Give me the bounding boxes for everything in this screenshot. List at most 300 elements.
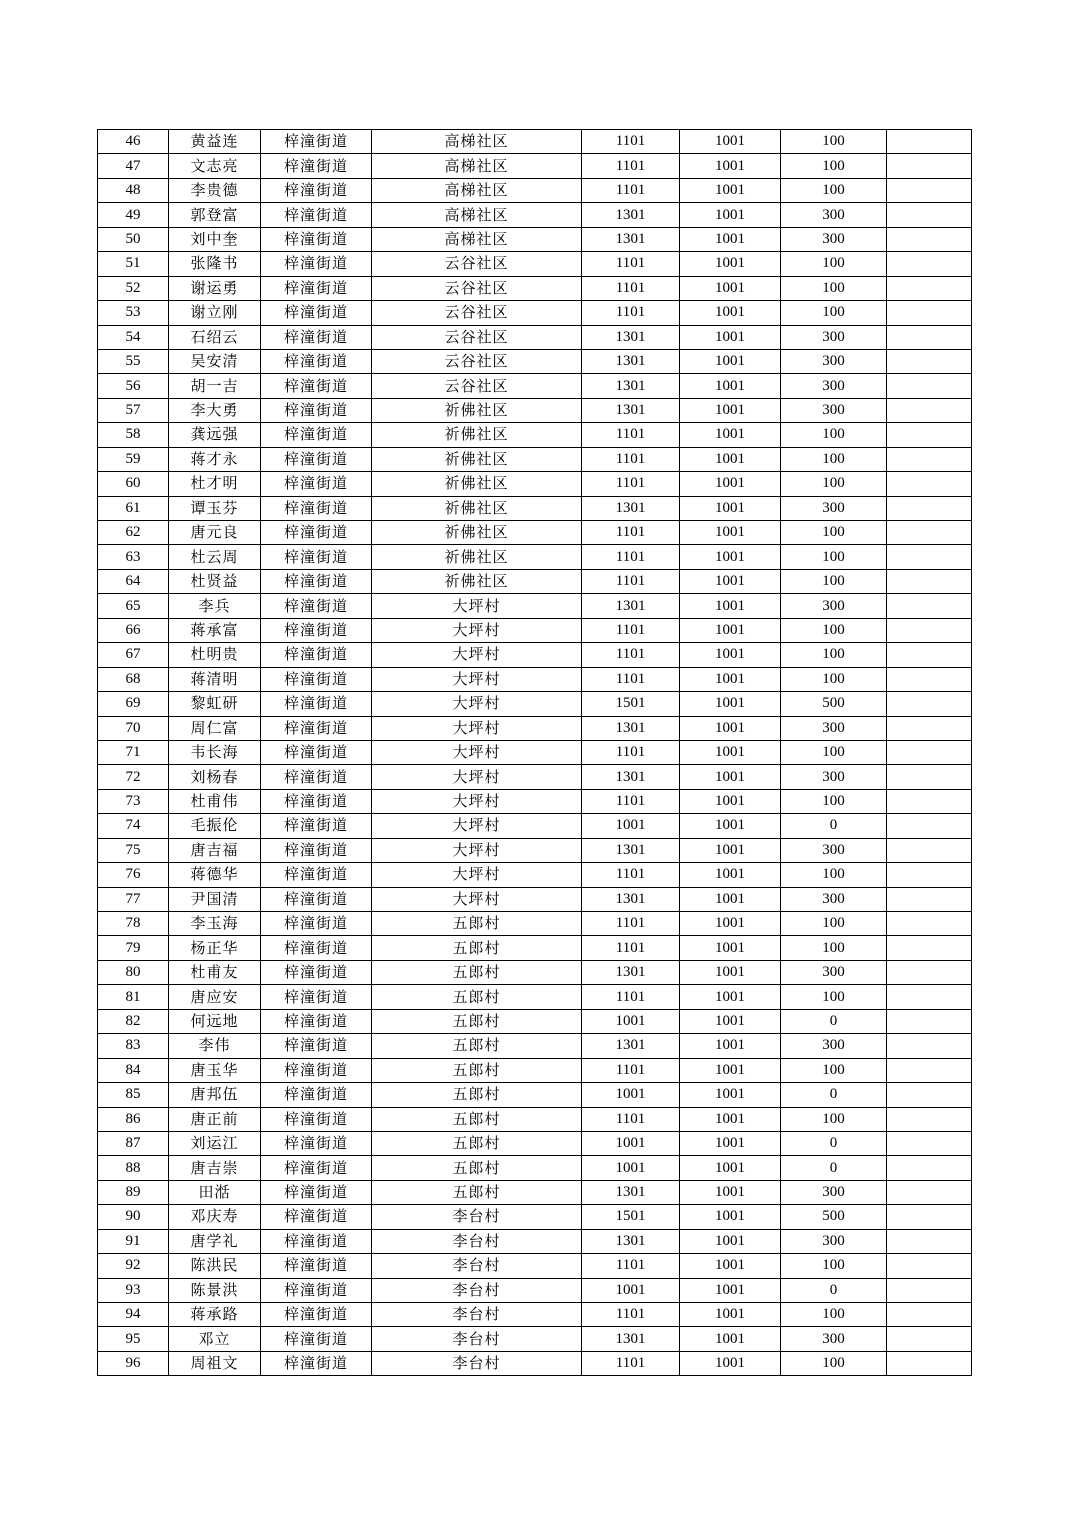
- amount-cell: 300: [781, 838, 887, 862]
- community-name-cell: 高梯社区: [372, 154, 582, 178]
- note-cell: [887, 203, 972, 227]
- code-secondary-cell: 1001: [680, 1180, 781, 1204]
- code-primary-cell: 1501: [582, 692, 680, 716]
- amount-cell: 100: [781, 545, 887, 569]
- community-name-cell: 云谷社区: [372, 301, 582, 325]
- row-number-cell: 75: [98, 838, 169, 862]
- amount-cell: 300: [781, 374, 887, 398]
- note-cell: [887, 178, 972, 202]
- code-secondary-cell: 1001: [680, 814, 781, 838]
- code-secondary-cell: 1001: [680, 276, 781, 300]
- person-name-cell: 刘中奎: [169, 227, 261, 251]
- code-primary-cell: 1101: [582, 1254, 680, 1278]
- note-cell: [887, 1107, 972, 1131]
- code-primary-cell: 1101: [582, 569, 680, 593]
- person-name-cell: 陈洪民: [169, 1254, 261, 1278]
- row-number-cell: 86: [98, 1107, 169, 1131]
- street-name-cell: 梓潼街道: [261, 1156, 372, 1180]
- note-cell: [887, 765, 972, 789]
- community-name-cell: 李台村: [372, 1303, 582, 1327]
- street-name-cell: 梓潼街道: [261, 1303, 372, 1327]
- community-name-cell: 李台村: [372, 1278, 582, 1302]
- person-name-cell: 谭玉芬: [169, 496, 261, 520]
- table-row: [98, 985, 972, 1009]
- code-secondary-cell: 1001: [680, 423, 781, 447]
- row-number-cell: 61: [98, 496, 169, 520]
- street-name-cell: 梓潼街道: [261, 740, 372, 764]
- code-secondary-cell: 1001: [680, 960, 781, 984]
- community-name-cell: 高梯社区: [372, 227, 582, 251]
- street-name-cell: 梓潼街道: [261, 863, 372, 887]
- amount-cell: 100: [781, 301, 887, 325]
- community-name-cell: 五郎村: [372, 985, 582, 1009]
- row-number-cell: 59: [98, 447, 169, 471]
- code-secondary-cell: 1001: [680, 912, 781, 936]
- amount-cell: 100: [781, 936, 887, 960]
- person-name-cell: 唐元良: [169, 521, 261, 545]
- table-row: [98, 521, 972, 545]
- table-row: [98, 447, 972, 471]
- person-name-cell: 尹国清: [169, 887, 261, 911]
- person-name-cell: 周仁富: [169, 716, 261, 740]
- street-name-cell: 梓潼街道: [261, 936, 372, 960]
- community-name-cell: 大坪村: [372, 863, 582, 887]
- table-row: [98, 374, 972, 398]
- code-primary-cell: 1101: [582, 130, 680, 154]
- code-secondary-cell: 1001: [680, 887, 781, 911]
- row-number-cell: 49: [98, 203, 169, 227]
- community-name-cell: 祈佛社区: [372, 569, 582, 593]
- amount-cell: 100: [781, 618, 887, 642]
- table-row: [98, 154, 972, 178]
- note-cell: [887, 472, 972, 496]
- row-number-cell: 54: [98, 325, 169, 349]
- code-secondary-cell: 1001: [680, 569, 781, 593]
- community-name-cell: 大坪村: [372, 692, 582, 716]
- note-cell: [887, 1058, 972, 1082]
- code-secondary-cell: 1001: [680, 1254, 781, 1278]
- code-primary-cell: 1301: [582, 1180, 680, 1204]
- row-number-cell: 96: [98, 1351, 169, 1375]
- code-primary-cell: 1301: [582, 325, 680, 349]
- amount-cell: 100: [781, 912, 887, 936]
- code-primary-cell: 1301: [582, 1229, 680, 1253]
- amount-cell: 300: [781, 765, 887, 789]
- code-primary-cell: 1301: [582, 349, 680, 373]
- code-secondary-cell: 1001: [680, 301, 781, 325]
- table-row: [98, 1058, 972, 1082]
- street-name-cell: 梓潼街道: [261, 1009, 372, 1033]
- person-name-cell: 石绍云: [169, 325, 261, 349]
- row-number-cell: 93: [98, 1278, 169, 1302]
- person-name-cell: 杜甫友: [169, 960, 261, 984]
- row-number-cell: 50: [98, 227, 169, 251]
- person-name-cell: 韦长海: [169, 740, 261, 764]
- code-secondary-cell: 1001: [680, 1205, 781, 1229]
- table-row: [98, 276, 972, 300]
- amount-cell: 100: [781, 1058, 887, 1082]
- note-cell: [887, 301, 972, 325]
- code-primary-cell: 1501: [582, 1205, 680, 1229]
- code-secondary-cell: 1001: [680, 643, 781, 667]
- person-name-cell: 杜明贵: [169, 643, 261, 667]
- amount-cell: 100: [781, 789, 887, 813]
- street-name-cell: 梓潼街道: [261, 154, 372, 178]
- code-secondary-cell: 1001: [680, 521, 781, 545]
- street-name-cell: 梓潼街道: [261, 325, 372, 349]
- table-row: [98, 692, 972, 716]
- street-name-cell: 梓潼街道: [261, 301, 372, 325]
- community-name-cell: 高梯社区: [372, 203, 582, 227]
- person-name-cell: 吴安清: [169, 349, 261, 373]
- note-cell: [887, 1180, 972, 1204]
- table-row: [98, 838, 972, 862]
- code-primary-cell: 1301: [582, 594, 680, 618]
- note-cell: [887, 1205, 972, 1229]
- table-row: [98, 545, 972, 569]
- code-secondary-cell: 1001: [680, 130, 781, 154]
- amount-cell: 100: [781, 154, 887, 178]
- community-name-cell: 大坪村: [372, 716, 582, 740]
- person-name-cell: 谢立刚: [169, 301, 261, 325]
- person-name-cell: 李伟: [169, 1034, 261, 1058]
- code-secondary-cell: 1001: [680, 1303, 781, 1327]
- community-name-cell: 大坪村: [372, 740, 582, 764]
- amount-cell: 100: [781, 521, 887, 545]
- street-name-cell: 梓潼街道: [261, 130, 372, 154]
- amount-cell: 100: [781, 985, 887, 1009]
- street-name-cell: 梓潼街道: [261, 960, 372, 984]
- street-name-cell: 梓潼街道: [261, 496, 372, 520]
- amount-cell: 300: [781, 1180, 887, 1204]
- street-name-cell: 梓潼街道: [261, 643, 372, 667]
- note-cell: [887, 276, 972, 300]
- code-primary-cell: 1301: [582, 838, 680, 862]
- row-number-cell: 60: [98, 472, 169, 496]
- amount-cell: 300: [781, 349, 887, 373]
- community-name-cell: 大坪村: [372, 667, 582, 691]
- community-name-cell: 云谷社区: [372, 325, 582, 349]
- row-number-cell: 79: [98, 936, 169, 960]
- person-name-cell: 唐吉福: [169, 838, 261, 862]
- person-name-cell: 唐应安: [169, 985, 261, 1009]
- amount-cell: 0: [781, 1156, 887, 1180]
- table-row: [98, 496, 972, 520]
- street-name-cell: 梓潼街道: [261, 1107, 372, 1131]
- note-cell: [887, 252, 972, 276]
- table-row: [98, 716, 972, 740]
- amount-cell: 0: [781, 1131, 887, 1155]
- amount-cell: 300: [781, 960, 887, 984]
- row-number-cell: 95: [98, 1327, 169, 1351]
- street-name-cell: 梓潼街道: [261, 423, 372, 447]
- person-name-cell: 胡一吉: [169, 374, 261, 398]
- community-name-cell: 五郎村: [372, 1083, 582, 1107]
- code-primary-cell: 1101: [582, 643, 680, 667]
- code-primary-cell: 1301: [582, 398, 680, 422]
- community-name-cell: 云谷社区: [372, 374, 582, 398]
- data-table: [97, 129, 972, 1376]
- person-name-cell: 何远地: [169, 1009, 261, 1033]
- street-name-cell: 梓潼街道: [261, 398, 372, 422]
- community-name-cell: 五郎村: [372, 1009, 582, 1033]
- table-row: [98, 863, 972, 887]
- row-number-cell: 46: [98, 130, 169, 154]
- table-row: [98, 1254, 972, 1278]
- community-name-cell: 五郎村: [372, 1034, 582, 1058]
- table-row: [98, 765, 972, 789]
- community-name-cell: 祈佛社区: [372, 545, 582, 569]
- code-secondary-cell: 1001: [680, 936, 781, 960]
- note-cell: [887, 985, 972, 1009]
- community-name-cell: 李台村: [372, 1327, 582, 1351]
- person-name-cell: 蒋清明: [169, 667, 261, 691]
- note-cell: [887, 130, 972, 154]
- person-name-cell: 邓立: [169, 1327, 261, 1351]
- street-name-cell: 梓潼街道: [261, 1327, 372, 1351]
- amount-cell: 500: [781, 692, 887, 716]
- table-row: [98, 1131, 972, 1155]
- community-name-cell: 李台村: [372, 1351, 582, 1375]
- community-name-cell: 五郎村: [372, 1058, 582, 1082]
- note-cell: [887, 447, 972, 471]
- row-number-cell: 64: [98, 569, 169, 593]
- community-name-cell: 祈佛社区: [372, 472, 582, 496]
- community-name-cell: 五郎村: [372, 1131, 582, 1155]
- code-primary-cell: 1101: [582, 912, 680, 936]
- street-name-cell: 梓潼街道: [261, 1229, 372, 1253]
- row-number-cell: 56: [98, 374, 169, 398]
- table-row: [98, 1205, 972, 1229]
- street-name-cell: 梓潼街道: [261, 1034, 372, 1058]
- person-name-cell: 黄益连: [169, 130, 261, 154]
- table-row: [98, 936, 972, 960]
- table-row: [98, 960, 972, 984]
- row-number-cell: 76: [98, 863, 169, 887]
- person-name-cell: 蒋德华: [169, 863, 261, 887]
- amount-cell: 300: [781, 1034, 887, 1058]
- note-cell: [887, 1278, 972, 1302]
- table-row: [98, 252, 972, 276]
- row-number-cell: 85: [98, 1083, 169, 1107]
- table-row: [98, 789, 972, 813]
- street-name-cell: 梓潼街道: [261, 349, 372, 373]
- street-name-cell: 梓潼街道: [261, 374, 372, 398]
- note-cell: [887, 692, 972, 716]
- community-name-cell: 大坪村: [372, 789, 582, 813]
- amount-cell: 300: [781, 594, 887, 618]
- note-cell: [887, 521, 972, 545]
- code-primary-cell: 1101: [582, 1351, 680, 1375]
- code-secondary-cell: 1001: [680, 667, 781, 691]
- note-cell: [887, 643, 972, 667]
- row-number-cell: 91: [98, 1229, 169, 1253]
- street-name-cell: 梓潼街道: [261, 985, 372, 1009]
- note-cell: [887, 545, 972, 569]
- street-name-cell: 梓潼街道: [261, 1205, 372, 1229]
- community-name-cell: 云谷社区: [372, 349, 582, 373]
- person-name-cell: 邓庆寿: [169, 1205, 261, 1229]
- community-name-cell: 大坪村: [372, 887, 582, 911]
- street-name-cell: 梓潼街道: [261, 814, 372, 838]
- person-name-cell: 文志亮: [169, 154, 261, 178]
- community-name-cell: 大坪村: [372, 643, 582, 667]
- street-name-cell: 梓潼街道: [261, 227, 372, 251]
- community-name-cell: 五郎村: [372, 960, 582, 984]
- code-secondary-cell: 1001: [680, 1156, 781, 1180]
- note-cell: [887, 912, 972, 936]
- table-row: [98, 1351, 972, 1375]
- amount-cell: 100: [781, 1254, 887, 1278]
- table-row: [98, 178, 972, 202]
- code-primary-cell: 1001: [582, 1156, 680, 1180]
- amount-cell: 100: [781, 863, 887, 887]
- note-cell: [887, 1229, 972, 1253]
- table-row: [98, 1327, 972, 1351]
- row-number-cell: 94: [98, 1303, 169, 1327]
- amount-cell: 300: [781, 203, 887, 227]
- row-number-cell: 65: [98, 594, 169, 618]
- amount-cell: 100: [781, 276, 887, 300]
- street-name-cell: 梓潼街道: [261, 1254, 372, 1278]
- community-name-cell: 大坪村: [372, 765, 582, 789]
- row-number-cell: 70: [98, 716, 169, 740]
- table-body: [98, 130, 972, 1376]
- table-row: [98, 1107, 972, 1131]
- code-secondary-cell: 1001: [680, 203, 781, 227]
- note-cell: [887, 716, 972, 740]
- code-secondary-cell: 1001: [680, 178, 781, 202]
- row-number-cell: 87: [98, 1131, 169, 1155]
- code-secondary-cell: 1001: [680, 1327, 781, 1351]
- code-primary-cell: 1101: [582, 472, 680, 496]
- amount-cell: 300: [781, 325, 887, 349]
- street-name-cell: 梓潼街道: [261, 203, 372, 227]
- street-name-cell: 梓潼街道: [261, 1351, 372, 1375]
- table-row: [98, 301, 972, 325]
- person-name-cell: 杨正华: [169, 936, 261, 960]
- code-secondary-cell: 1001: [680, 1083, 781, 1107]
- note-cell: [887, 1131, 972, 1155]
- code-secondary-cell: 1001: [680, 545, 781, 569]
- note-cell: [887, 1009, 972, 1033]
- street-name-cell: 梓潼街道: [261, 472, 372, 496]
- person-name-cell: 李大勇: [169, 398, 261, 422]
- person-name-cell: 蒋才永: [169, 447, 261, 471]
- amount-cell: 100: [781, 178, 887, 202]
- street-name-cell: 梓潼街道: [261, 1058, 372, 1082]
- community-name-cell: 云谷社区: [372, 252, 582, 276]
- street-name-cell: 梓潼街道: [261, 692, 372, 716]
- code-secondary-cell: 1001: [680, 1351, 781, 1375]
- street-name-cell: 梓潼街道: [261, 276, 372, 300]
- row-number-cell: 81: [98, 985, 169, 1009]
- person-name-cell: 黎虹研: [169, 692, 261, 716]
- person-name-cell: 唐正前: [169, 1107, 261, 1131]
- amount-cell: 100: [781, 643, 887, 667]
- community-name-cell: 五郎村: [372, 1180, 582, 1204]
- street-name-cell: 梓潼街道: [261, 765, 372, 789]
- note-cell: [887, 1351, 972, 1375]
- street-name-cell: 梓潼街道: [261, 912, 372, 936]
- row-number-cell: 53: [98, 301, 169, 325]
- person-name-cell: 毛振伦: [169, 814, 261, 838]
- code-primary-cell: 1101: [582, 154, 680, 178]
- note-cell: [887, 863, 972, 887]
- person-name-cell: 李贵德: [169, 178, 261, 202]
- person-name-cell: 唐邦伍: [169, 1083, 261, 1107]
- code-primary-cell: 1101: [582, 863, 680, 887]
- row-number-cell: 47: [98, 154, 169, 178]
- code-secondary-cell: 1001: [680, 154, 781, 178]
- person-name-cell: 唐吉崇: [169, 1156, 261, 1180]
- street-name-cell: 梓潼街道: [261, 1131, 372, 1155]
- code-secondary-cell: 1001: [680, 789, 781, 813]
- note-cell: [887, 1083, 972, 1107]
- amount-cell: 100: [781, 1107, 887, 1131]
- note-cell: [887, 814, 972, 838]
- person-name-cell: 杜才明: [169, 472, 261, 496]
- community-name-cell: 祈佛社区: [372, 398, 582, 422]
- person-name-cell: 李兵: [169, 594, 261, 618]
- community-name-cell: 高梯社区: [372, 130, 582, 154]
- street-name-cell: 梓潼街道: [261, 594, 372, 618]
- person-name-cell: 田湉: [169, 1180, 261, 1204]
- code-secondary-cell: 1001: [680, 1034, 781, 1058]
- code-primary-cell: 1301: [582, 374, 680, 398]
- code-secondary-cell: 1001: [680, 1131, 781, 1155]
- row-number-cell: 73: [98, 789, 169, 813]
- table-row: [98, 1083, 972, 1107]
- row-number-cell: 89: [98, 1180, 169, 1204]
- code-secondary-cell: 1001: [680, 1058, 781, 1082]
- community-name-cell: 五郎村: [372, 936, 582, 960]
- row-number-cell: 48: [98, 178, 169, 202]
- amount-cell: 100: [781, 472, 887, 496]
- row-number-cell: 83: [98, 1034, 169, 1058]
- amount-cell: 0: [781, 814, 887, 838]
- table-row: [98, 472, 972, 496]
- street-name-cell: 梓潼街道: [261, 545, 372, 569]
- code-secondary-cell: 1001: [680, 692, 781, 716]
- code-secondary-cell: 1001: [680, 1229, 781, 1253]
- street-name-cell: 梓潼街道: [261, 1278, 372, 1302]
- community-name-cell: 五郎村: [372, 1107, 582, 1131]
- note-cell: [887, 740, 972, 764]
- person-name-cell: 刘运江: [169, 1131, 261, 1155]
- code-primary-cell: 1101: [582, 667, 680, 691]
- code-secondary-cell: 1001: [680, 252, 781, 276]
- code-secondary-cell: 1001: [680, 349, 781, 373]
- table-row: [98, 912, 972, 936]
- street-name-cell: 梓潼街道: [261, 252, 372, 276]
- row-number-cell: 78: [98, 912, 169, 936]
- table-row: [98, 594, 972, 618]
- note-cell: [887, 1303, 972, 1327]
- community-name-cell: 祈佛社区: [372, 496, 582, 520]
- row-number-cell: 84: [98, 1058, 169, 1082]
- person-name-cell: 唐玉华: [169, 1058, 261, 1082]
- code-primary-cell: 1001: [582, 814, 680, 838]
- row-number-cell: 52: [98, 276, 169, 300]
- note-cell: [887, 838, 972, 862]
- street-name-cell: 梓潼街道: [261, 667, 372, 691]
- person-name-cell: 周祖文: [169, 1351, 261, 1375]
- table-row: [98, 325, 972, 349]
- table-row: [98, 814, 972, 838]
- table-row: [98, 1009, 972, 1033]
- code-secondary-cell: 1001: [680, 838, 781, 862]
